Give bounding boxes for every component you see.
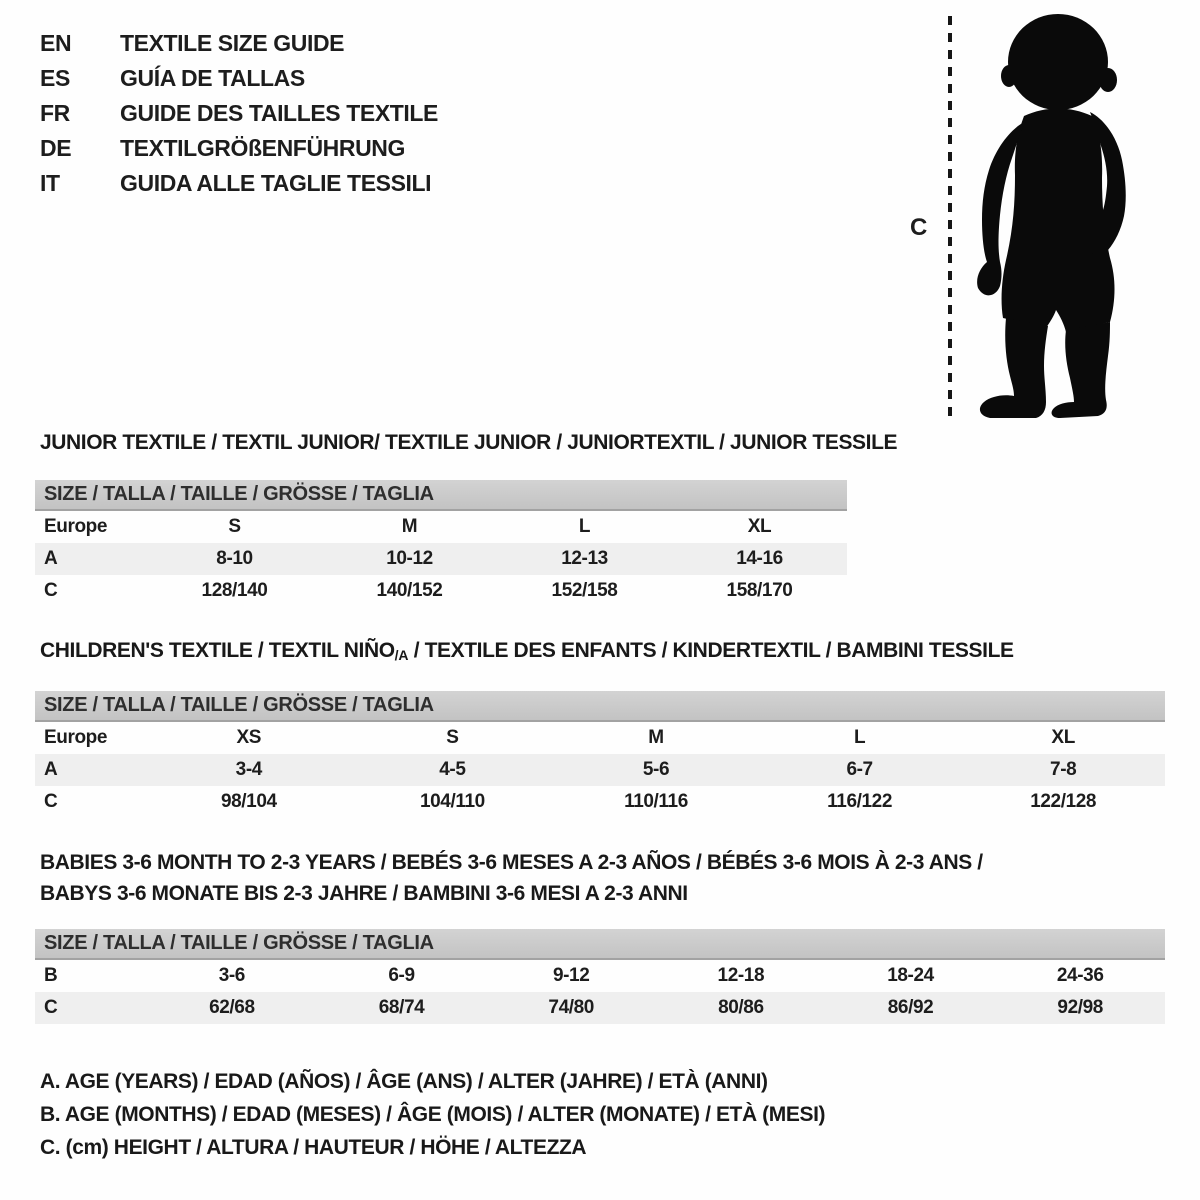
children-title-post: / TEXTILE DES ENFANTS / KINDERTEXTIL / BAMBINI TESSILE <box>408 639 1014 662</box>
cell: XL <box>1051 727 1075 748</box>
junior-size-table <box>35 480 847 607</box>
legend-block <box>40 1070 825 1169</box>
lang-code: DE <box>40 135 72 161</box>
junior-row-europe <box>35 511 847 543</box>
junior-row-age <box>35 543 847 575</box>
legend-line-c: C. (cm) HEIGHT / ALTURA / HAUTEUR / HÖHE / ALTEZZA <box>40 1136 587 1159</box>
cell: S <box>446 727 459 748</box>
babies-size-table <box>35 929 1165 1024</box>
cell: 12-18 <box>717 965 765 986</box>
lang-row-de <box>40 136 438 160</box>
cell: 158/170 <box>726 580 793 601</box>
cell: 92/98 <box>1057 997 1103 1018</box>
cell: 9-12 <box>552 965 590 986</box>
children-size-table <box>35 691 1165 818</box>
cell: L <box>578 516 591 537</box>
lang-row-it <box>40 171 438 195</box>
children-section-title <box>40 639 1014 664</box>
children-row-height <box>35 786 1165 818</box>
cell: 110/116 <box>624 791 688 812</box>
lang-code: ES <box>40 65 70 91</box>
lang-row-en <box>40 31 438 55</box>
children-row-age <box>35 754 1165 786</box>
cell: 5-6 <box>642 759 670 780</box>
cell: 18-24 <box>887 965 934 986</box>
cell: 3-4 <box>235 759 262 780</box>
cell: 98/104 <box>220 791 277 812</box>
junior-row-height <box>35 575 847 607</box>
row-label: C <box>44 997 58 1018</box>
cell: 4-5 <box>439 759 466 780</box>
cell: M <box>648 727 664 748</box>
legend-line-a: A. AGE (YEARS) / EDAD (AÑOS) / ÂGE (ANS) / ALTER (JAHRE) / ETÀ (ANNI) <box>40 1070 768 1093</box>
lang-title: GUIDA ALLE TAGLIE TESSILI <box>120 170 432 196</box>
lang-title: GUÍA DE TALLAS <box>120 65 305 91</box>
lang-code: EN <box>40 30 72 56</box>
babies-row-height <box>35 992 1165 1024</box>
cell: 86/92 <box>887 997 934 1018</box>
children-size-header-bar: SIZE / TALLA / TAILLE / GRÖSSE / TAGLIA <box>35 691 1165 722</box>
lang-title: GUIDE DES TAILLES TEXTILE <box>120 100 438 126</box>
cell: 74/80 <box>548 997 594 1018</box>
lang-code: IT <box>40 170 60 196</box>
language-title-block <box>40 31 438 206</box>
lang-title: TEXTILE SIZE GUIDE <box>120 30 345 56</box>
babies-section-title-line1: BABIES 3-6 MONTH TO 2-3 YEARS / BEBÉS 3-6 MESES A 2-3 AÑOS / BÉBÉS 3-6 MOIS À 2-3 ANS / <box>40 851 983 874</box>
cell: 24-36 <box>1056 965 1104 986</box>
height-measure-label: C <box>910 214 927 241</box>
cell: 12-13 <box>561 548 608 569</box>
cell: 14-16 <box>736 548 783 569</box>
cell: 6-9 <box>388 965 415 986</box>
cell: L <box>853 727 866 748</box>
lang-row-es <box>40 66 438 90</box>
row-label: A <box>44 548 58 569</box>
cell: 128/140 <box>201 580 268 601</box>
row-label: C <box>44 791 58 812</box>
children-row-europe <box>35 722 1165 754</box>
cell: 8-10 <box>216 548 253 569</box>
height-dashed-line <box>948 16 952 418</box>
children-title-sub: /A <box>394 647 409 663</box>
cell: 10-12 <box>386 548 433 569</box>
cell: 6-7 <box>846 759 873 780</box>
babies-row-months <box>35 960 1165 992</box>
row-label: A <box>44 759 58 780</box>
junior-section-title: JUNIOR TEXTILE / TEXTIL JUNIOR/ TEXTILE JUNIOR / JUNIORTEXTIL / JUNIOR TESSILE <box>40 431 898 454</box>
cell: XS <box>236 727 262 748</box>
cell: 68/74 <box>378 997 425 1018</box>
cell: 80/86 <box>718 997 764 1018</box>
legend-line-b: B. AGE (MONTHS) / EDAD (MESES) / ÂGE (MOIS) / ALTER (MONATE) / ETÀ (MESI) <box>40 1103 826 1126</box>
lang-title: TEXTILGRÖßENFÜHRUNG <box>120 135 405 161</box>
cell: 152/158 <box>551 580 618 601</box>
row-label: C <box>44 580 58 601</box>
cell: 104/110 <box>419 791 485 812</box>
babies-section-title-line2: BABYS 3-6 MONATE BIS 2-3 JAHRE / BAMBINI 3-6 MESI A 2-3 ANNI <box>40 882 688 905</box>
cell: XL <box>747 516 772 537</box>
junior-size-header-bar: SIZE / TALLA / TAILLE / GRÖSSE / TAGLIA <box>35 480 847 511</box>
cell: 122/128 <box>1030 791 1097 812</box>
cell: S <box>228 516 241 537</box>
cell: 3-6 <box>218 965 245 986</box>
cell: 116/122 <box>827 791 892 812</box>
row-label: Europe <box>44 516 108 537</box>
babies-size-header-bar: SIZE / TALLA / TAILLE / GRÖSSE / TAGLIA <box>35 929 1165 960</box>
row-label: B <box>44 965 58 986</box>
cell: 62/68 <box>209 997 255 1018</box>
row-label: Europe <box>44 727 108 748</box>
toddler-silhouette-icon <box>958 10 1148 418</box>
cell: M <box>401 516 418 537</box>
children-title-pre: CHILDREN'S TEXTILE / TEXTIL NIÑO <box>40 639 395 662</box>
lang-row-fr <box>40 101 438 125</box>
cell: 140/152 <box>376 580 443 601</box>
cell: 7-8 <box>1050 759 1077 780</box>
lang-code: FR <box>40 100 70 126</box>
